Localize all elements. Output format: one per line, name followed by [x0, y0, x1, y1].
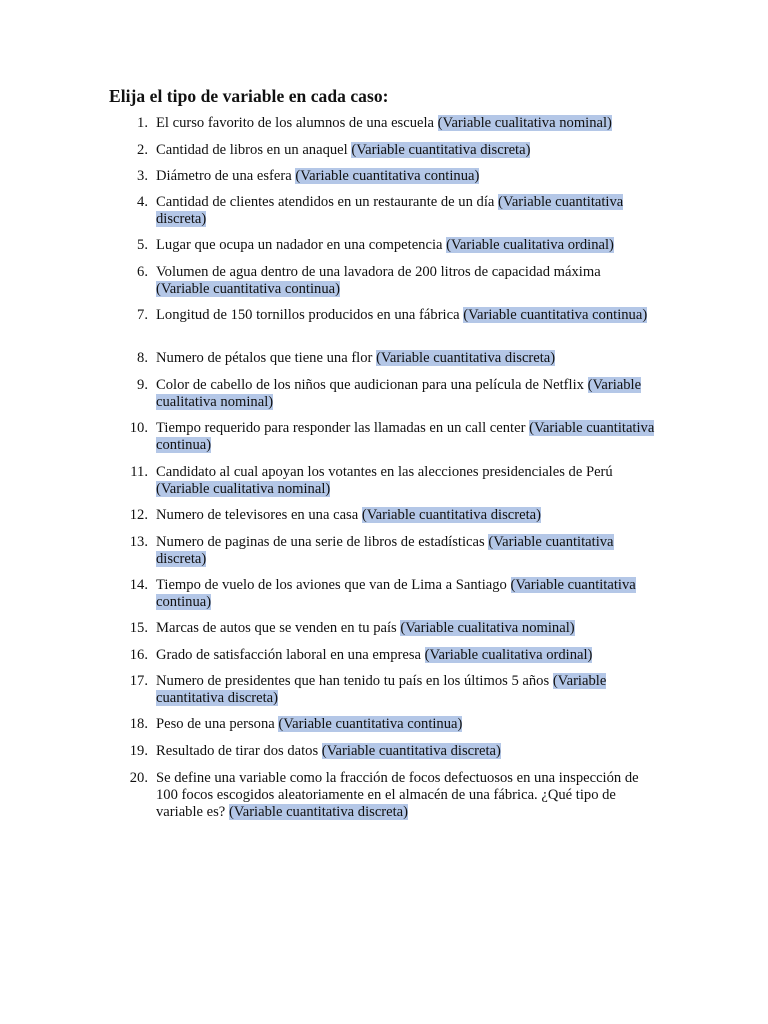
item-content: [156, 620, 656, 637]
question-text: Peso de una persona: [156, 716, 275, 732]
question-text: Candidato al cual apoyan los votantes en las alecciones presidenciales de Perú: [156, 464, 613, 480]
item-content: [156, 577, 656, 611]
item-content: [156, 534, 656, 568]
answer-highlight: (Variable cuantitativa discreta): [361, 507, 541, 523]
answer-highlight: (Variable cuantitativa continua): [278, 716, 463, 732]
item-number: 7.: [137, 307, 148, 323]
item-content: [156, 420, 656, 454]
item-number: 16.: [129, 647, 148, 663]
answer-highlight: (Variable cuantitativa discreta): [156, 194, 624, 227]
answer-highlight: (Variable cualitativa ordinal): [446, 237, 614, 253]
item-number: 4.: [137, 194, 148, 210]
item-content: [156, 507, 656, 524]
answer-highlight: (Variable cualitativa ordinal): [424, 647, 593, 663]
item-content: [156, 673, 656, 707]
item-number: 1.: [137, 115, 148, 131]
item-number: 13.: [129, 534, 148, 550]
question-text: Numero de paginas de una serie de libros de estadísticas: [156, 534, 485, 550]
question-text: Grado de satisfacción laboral en una empresa: [156, 647, 422, 663]
question-text: Se define una variable como la fracción de focos defectuosos en una inspección de 100 focos escogidos aleatoriamente en el almacén de una fábrica. ¿Qué tipo de variable es?: [156, 770, 639, 820]
item-content: [156, 194, 656, 228]
answer-highlight: (Variable cualitativa nominal): [437, 115, 612, 131]
item-number: 10.: [129, 420, 148, 436]
item-number: 5.: [137, 237, 148, 253]
question-text: Lugar que ocupa un nadador en una competencia: [156, 237, 443, 253]
item-number: 18.: [129, 716, 148, 732]
item-content: [156, 168, 656, 185]
answer-highlight: (Variable cuantitativa discreta): [156, 534, 614, 567]
answer-highlight: (Variable cuantitativa discreta): [321, 743, 501, 759]
answer-highlight: (Variable cuantitativa discreta): [228, 804, 409, 820]
answer-highlight: (Variable cuantitativa discreta): [351, 142, 531, 158]
question-text: El curso favorito de los alumnos de una escuela: [156, 115, 435, 131]
question-text: Cantidad de clientes atendidos en un restaurante de un día: [156, 194, 495, 210]
item-number: 15.: [129, 620, 148, 636]
question-text: Marcas de autos que se venden en tu país: [156, 620, 397, 636]
answer-highlight: (Variable cualitativa nominal): [400, 620, 575, 636]
question-text: Numero de televisores en una casa: [156, 507, 359, 523]
item-number: 6.: [137, 264, 148, 280]
question-text: Numero de pétalos que tiene una flor: [156, 350, 373, 366]
answer-highlight: (Variable cualitativa nominal): [156, 481, 331, 497]
item-content: [156, 377, 656, 411]
question-text: Volumen de agua dentro de una lavadora de 200 litros de capacidad máxima: [156, 264, 601, 280]
item-number: 11.: [130, 464, 148, 480]
answer-highlight: (Variable cuantitativa continua): [156, 420, 655, 453]
answer-highlight: (Variable cualitativa nominal): [156, 377, 642, 410]
question-text: Diámetro de una esfera: [156, 168, 292, 184]
item-number: 9.: [137, 377, 148, 393]
item-content: [156, 647, 656, 664]
answer-highlight: (Variable cuantitativa discreta): [156, 673, 607, 706]
question-text: Cantidad de libros en un anaquel: [156, 142, 348, 158]
item-content: [156, 464, 656, 498]
answer-highlight: (Variable cuantitativa continua): [156, 281, 340, 297]
item-content: [156, 770, 656, 821]
item-content: [156, 142, 656, 159]
question-text: Numero de presidentes que han tenido tu país en los últimos 5 años: [156, 673, 550, 689]
item-content: [156, 237, 656, 254]
item-number: 12.: [129, 507, 148, 523]
item-number: 2.: [137, 142, 148, 158]
item-number: 17.: [129, 673, 148, 689]
item-number: 8.: [137, 350, 148, 366]
item-number: 19.: [129, 743, 148, 759]
question-text: Color de cabello de los niños que audicionan para una película de Netflix: [156, 377, 584, 393]
answer-highlight: (Variable cuantitativa continua): [295, 168, 480, 184]
item-content: [156, 115, 656, 132]
answer-highlight: (Variable cuantitativa discreta): [376, 350, 556, 366]
item-content: [156, 743, 656, 760]
answer-highlight: (Variable cuantitativa continua): [463, 307, 648, 323]
question-text: Longitud de 150 tornillos producidos en una fábrica: [156, 307, 460, 323]
question-text: Tiempo de vuelo de los aviones que van de Lima a Santiago: [156, 577, 507, 593]
item-content: [156, 264, 656, 298]
item-content: [156, 716, 656, 733]
item-number: 20.: [129, 770, 148, 786]
item-content: [156, 350, 656, 367]
item-number: 3.: [137, 168, 148, 184]
page-title: Elija el tipo de variable en cada caso:: [109, 86, 389, 106]
item-content: [156, 307, 656, 324]
question-text: Resultado de tirar dos datos: [156, 743, 319, 759]
question-text: Tiempo requerido para responder las llamadas en un call center: [156, 420, 526, 436]
item-number: 14.: [129, 577, 148, 593]
answer-highlight: (Variable cuantitativa continua): [156, 577, 636, 610]
